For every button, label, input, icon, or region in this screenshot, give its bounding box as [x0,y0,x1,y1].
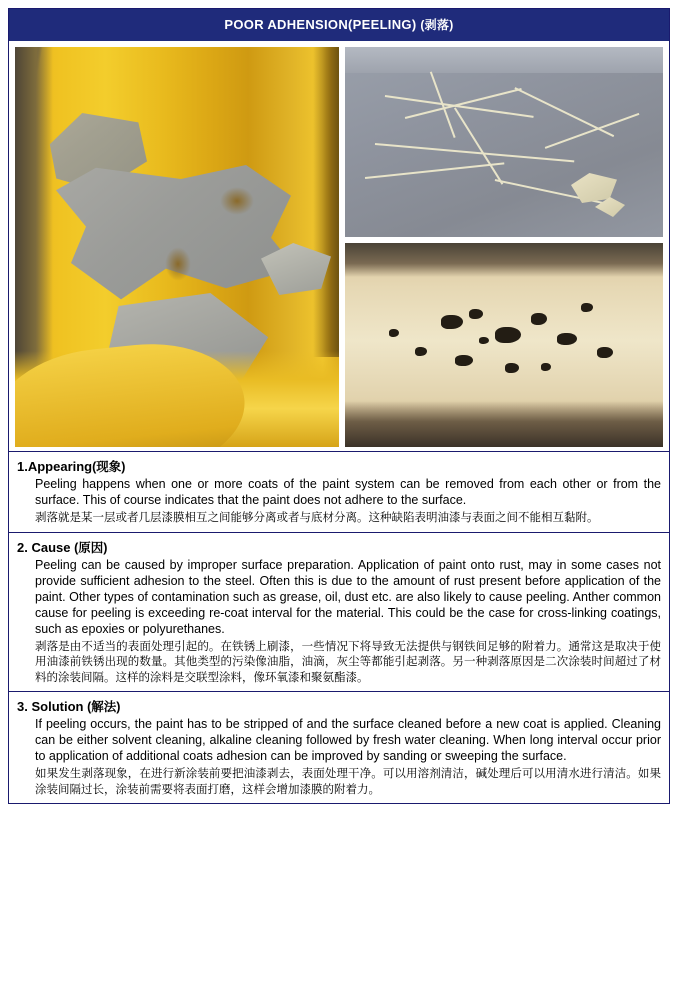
section-title-en: Solution [31,699,84,715]
section-heading [17,457,661,475]
page-title-sub: (剥落) [420,18,454,32]
peeling-paint-on-yellow-pipe-photo [15,47,339,447]
section-cause [9,533,669,693]
section-body-en: If peeling occurs, the paint has to be stripped of and the surface cleaned before a new coat is applied. Cleaning can be either solvent cleaning, alkaline cleaning followed by fresh water cleaning. When long interval occur prior to application of additional coats adhesion can be improved by sanding or sweeping the surface. [35,717,661,764]
section-body-en: Peeling can be caused by improper surface preparation. Application of paint onto rust, may in some cases not provide sufficient adhesion to the steel. Often this is due to the amount of rust present before application of the paint. Other types of contamination such as grease, oil, dust etc. are also likely to cause peeling. Anther common cause for peeling is exceeding re-coat interval for the material. This could be the case for cross-linking coatings, such as epoxies or polyurethanes. [35,557,661,636]
cracked-peeling-grey-panel-photo [345,47,663,237]
section-heading [17,538,661,556]
section-solution [9,692,669,803]
section-number: 2. [17,539,28,555]
section-title-zh: (原因) [74,540,108,555]
section-title-en: Appearing [27,459,93,474]
section-number: 3. [17,699,28,715]
photo-gallery [9,41,669,452]
section-body-zh: 如果发生剥落现象，在进行新涂装前要把油漆剥去，表面处理干净。可以用溶剂清洁，碱处理后可以用清水进行清洁。如果涂装间隔过长，涂装前需要将表面打磨，这样会增加漆膜的附着力。 [35,766,661,796]
page-title [9,9,669,41]
surface-contamination-photo [345,243,663,447]
content-frame [8,8,670,804]
section-body-en: Peeling happens when one or more coats of the paint system can be removed from each other or from the surface. This of course indicates that the paint does not adhere to the surface. [35,477,661,507]
section-title-en: Cause [31,539,71,555]
section-title-zh: (现象) [92,460,126,474]
section-body-zh: 剥落是由不适当的表面处理引起的。在铁锈上刷漆，一些情况下将导致无法提供与钢铁间足够的附着力。通常这是取决于使用油漆前铁锈出现的数量。其他类型的污染像油脂，油滴，灰尘等都能引起剥落。另一种剥落原因是二次涂装时间超过了材料的涂装间隔。这样的涂料是交联型涂料，像环氧漆和聚氨酯漆。 [35,638,661,684]
page-title-main: POOR ADHENSION(PEELING) [224,17,417,32]
right-photo-column [345,47,663,447]
section-title-zh: (解法) [87,700,121,715]
section-appearing [9,452,669,533]
section-body-zh: 剥落就是某一层或者几层漆膜相互之间能够分离或者与底材分离。这种缺陷表明油漆与表面之间不能相互黏附。 [35,510,599,524]
section-number: 1. [17,459,28,474]
section-heading [17,697,661,715]
